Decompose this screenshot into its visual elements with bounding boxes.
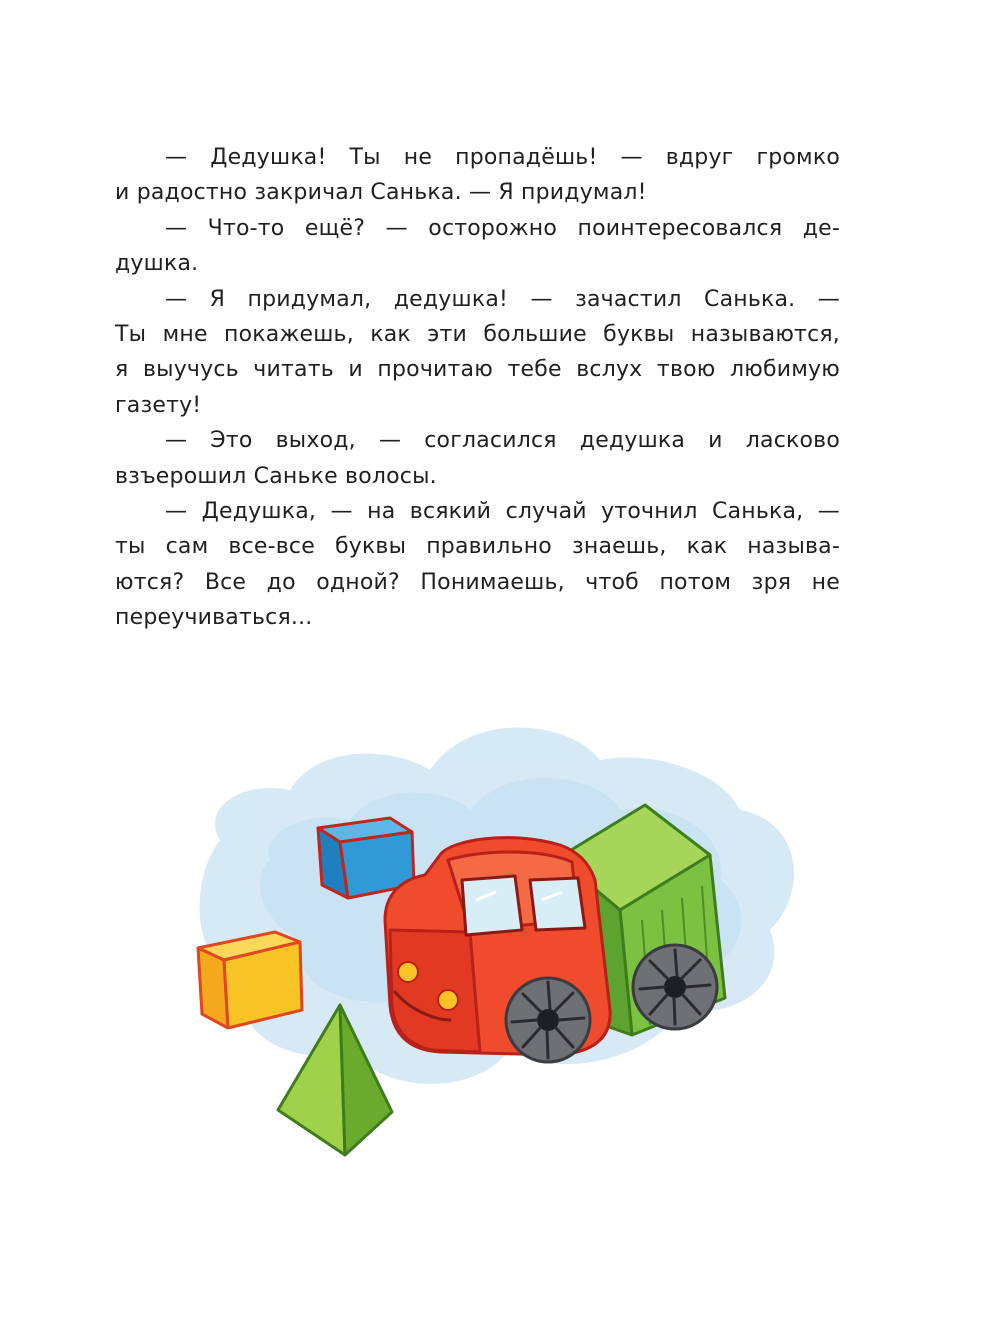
text-line: взъерошил Саньке волосы. bbox=[115, 463, 437, 489]
text-line: и радостно закричал Санька. — Я придумал! bbox=[115, 180, 647, 206]
story-text bbox=[115, 140, 840, 635]
text-line: Ты мне покажешь, как эти большие буквы называются, bbox=[115, 321, 840, 347]
text-line: ются? Все до одной? Понимаешь, чтоб потом зря не bbox=[115, 569, 840, 595]
text-line: — Дедушка, — на всякий случай уточнил Санька, — bbox=[165, 498, 840, 524]
text-line: газету! bbox=[115, 392, 202, 418]
toy-truck-illustration bbox=[180, 680, 820, 1170]
text-line: — Что-то ещё? — осторожно поинтересовался де- bbox=[165, 215, 840, 241]
front-wheel bbox=[506, 978, 590, 1062]
text-line: я выучусь читать и прочитаю тебе вслух твою любимую bbox=[115, 357, 840, 383]
text-line: переучиваться... bbox=[115, 605, 313, 631]
text-line: — Это выход, — согласился дедушка и ласково bbox=[165, 428, 840, 454]
text-line: душка. bbox=[115, 251, 199, 277]
rear-wheel bbox=[633, 945, 717, 1029]
text-line: — Дедушка! Ты не пропадёшь! — вдруг громко bbox=[165, 145, 840, 170]
text-line: — Я придумал, дедушка! — зачастил Санька. — bbox=[165, 286, 840, 312]
yellow-cube bbox=[198, 932, 302, 1028]
text-line: ты сам все-все буквы правильно знаешь, как называ- bbox=[115, 534, 840, 560]
